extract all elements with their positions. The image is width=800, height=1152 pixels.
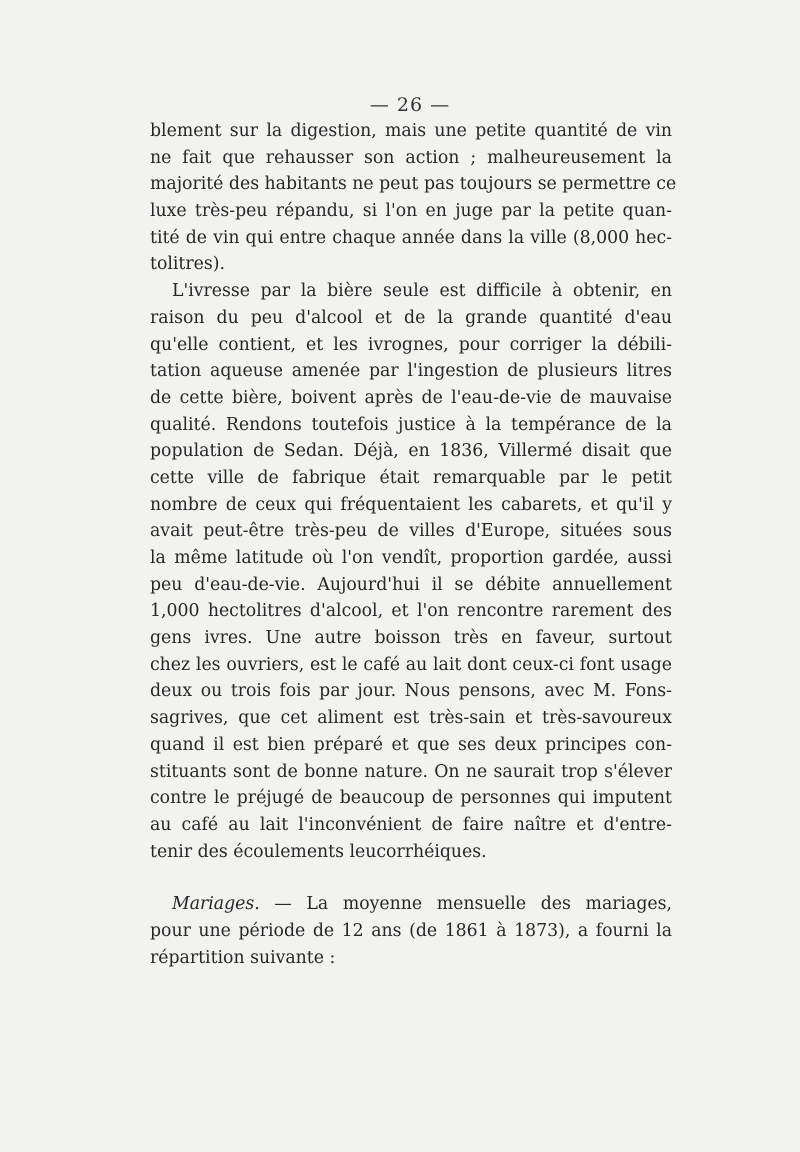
text-line: la même latitude où l'on vendît, proportion gardée, aussi [150, 548, 672, 568]
text-line: tité de vin qui entre chaque année dans la ville (8,000 hec- [150, 227, 672, 248]
text-line: de cette bière, boivent après de l'eau-de-vie de mauvaise [150, 387, 672, 408]
text-line: luxe très-peu répandu, si l'on en juge par la petite quan- [150, 201, 672, 222]
text-line: quand il est bien préparé et que ses deux principes con- [150, 734, 672, 755]
text-line: L'ivresse par la bière seule est difficile à obtenir, en [172, 281, 672, 302]
text-line: blement sur la digestion, mais une petite quantité de vin [150, 121, 672, 141]
body-text [150, 118, 677, 971]
text-line: cette ville de fabrique était remarquable par le petit [150, 467, 672, 488]
text-line: tation aqueuse amenée par l'ingestion de plusieurs litres [150, 361, 672, 382]
page-number: — 26 — [369, 94, 451, 116]
text-line: ne fait que rehausser son action ; malheureusement la [150, 147, 672, 168]
text-line-rest: — La moyenne mensuelle des mariages, [259, 894, 672, 915]
text-line: majorité des habitants ne peut pas toujours se permettre ce [150, 174, 677, 195]
text-line: 1,000 hectolitres d'alcool, et l'on rencontre rarement des [150, 601, 672, 622]
text-line [150, 891, 672, 918]
paragraph-gap [150, 865, 672, 891]
text-line: avait peut-être très-peu de villes d'Europe, situées sous [150, 521, 672, 542]
text-line: tenir des écoulements leucorrhéiques. [150, 841, 487, 862]
text-line: gens ivres. Une autre boisson très en faveur, surtout [150, 628, 672, 649]
text-line: pour une période de 12 ans (de 1861 à 1873), a fourni la [150, 920, 672, 941]
text-line: qualité. Rendons toutefois justice à la tempérance de la [150, 414, 672, 435]
text-line: nombre de ceux qui fréquentaient les cabarets, et qu'il y [150, 494, 672, 515]
text-line: contre le préjugé de beaucoup de personnes qui imputent [150, 788, 672, 809]
text-line: chez les ouvriers, est le café au lait dont ceux-ci font usage [150, 654, 672, 675]
text-line: sagrives, que cet aliment est très-sain et très-savoureux [150, 708, 672, 729]
text-line: population de Sedan. Déjà, en 1836, Villermé disait que [150, 441, 672, 462]
text-line: deux ou trois fois par jour. Nous pensons, avec M. Fons- [150, 681, 672, 702]
text-line: qu'elle contient, et les ivrognes, pour corriger la débili- [150, 334, 672, 355]
text-line: tolitres). [150, 254, 225, 275]
text-line: répartition suivante : [150, 947, 336, 968]
text-line: peu d'eau-de-vie. Aujourd'hui il se débite annuellement [150, 574, 672, 595]
text-line: stituants sont de bonne nature. On ne saurait trop s'élever [150, 761, 672, 782]
text-line: raison du peu d'alcool et de la grande quantité d'eau [150, 307, 672, 328]
section-lead: Mariages. [172, 894, 260, 915]
text-line: au café au lait l'inconvénient de faire naître et d'entre- [150, 814, 672, 835]
